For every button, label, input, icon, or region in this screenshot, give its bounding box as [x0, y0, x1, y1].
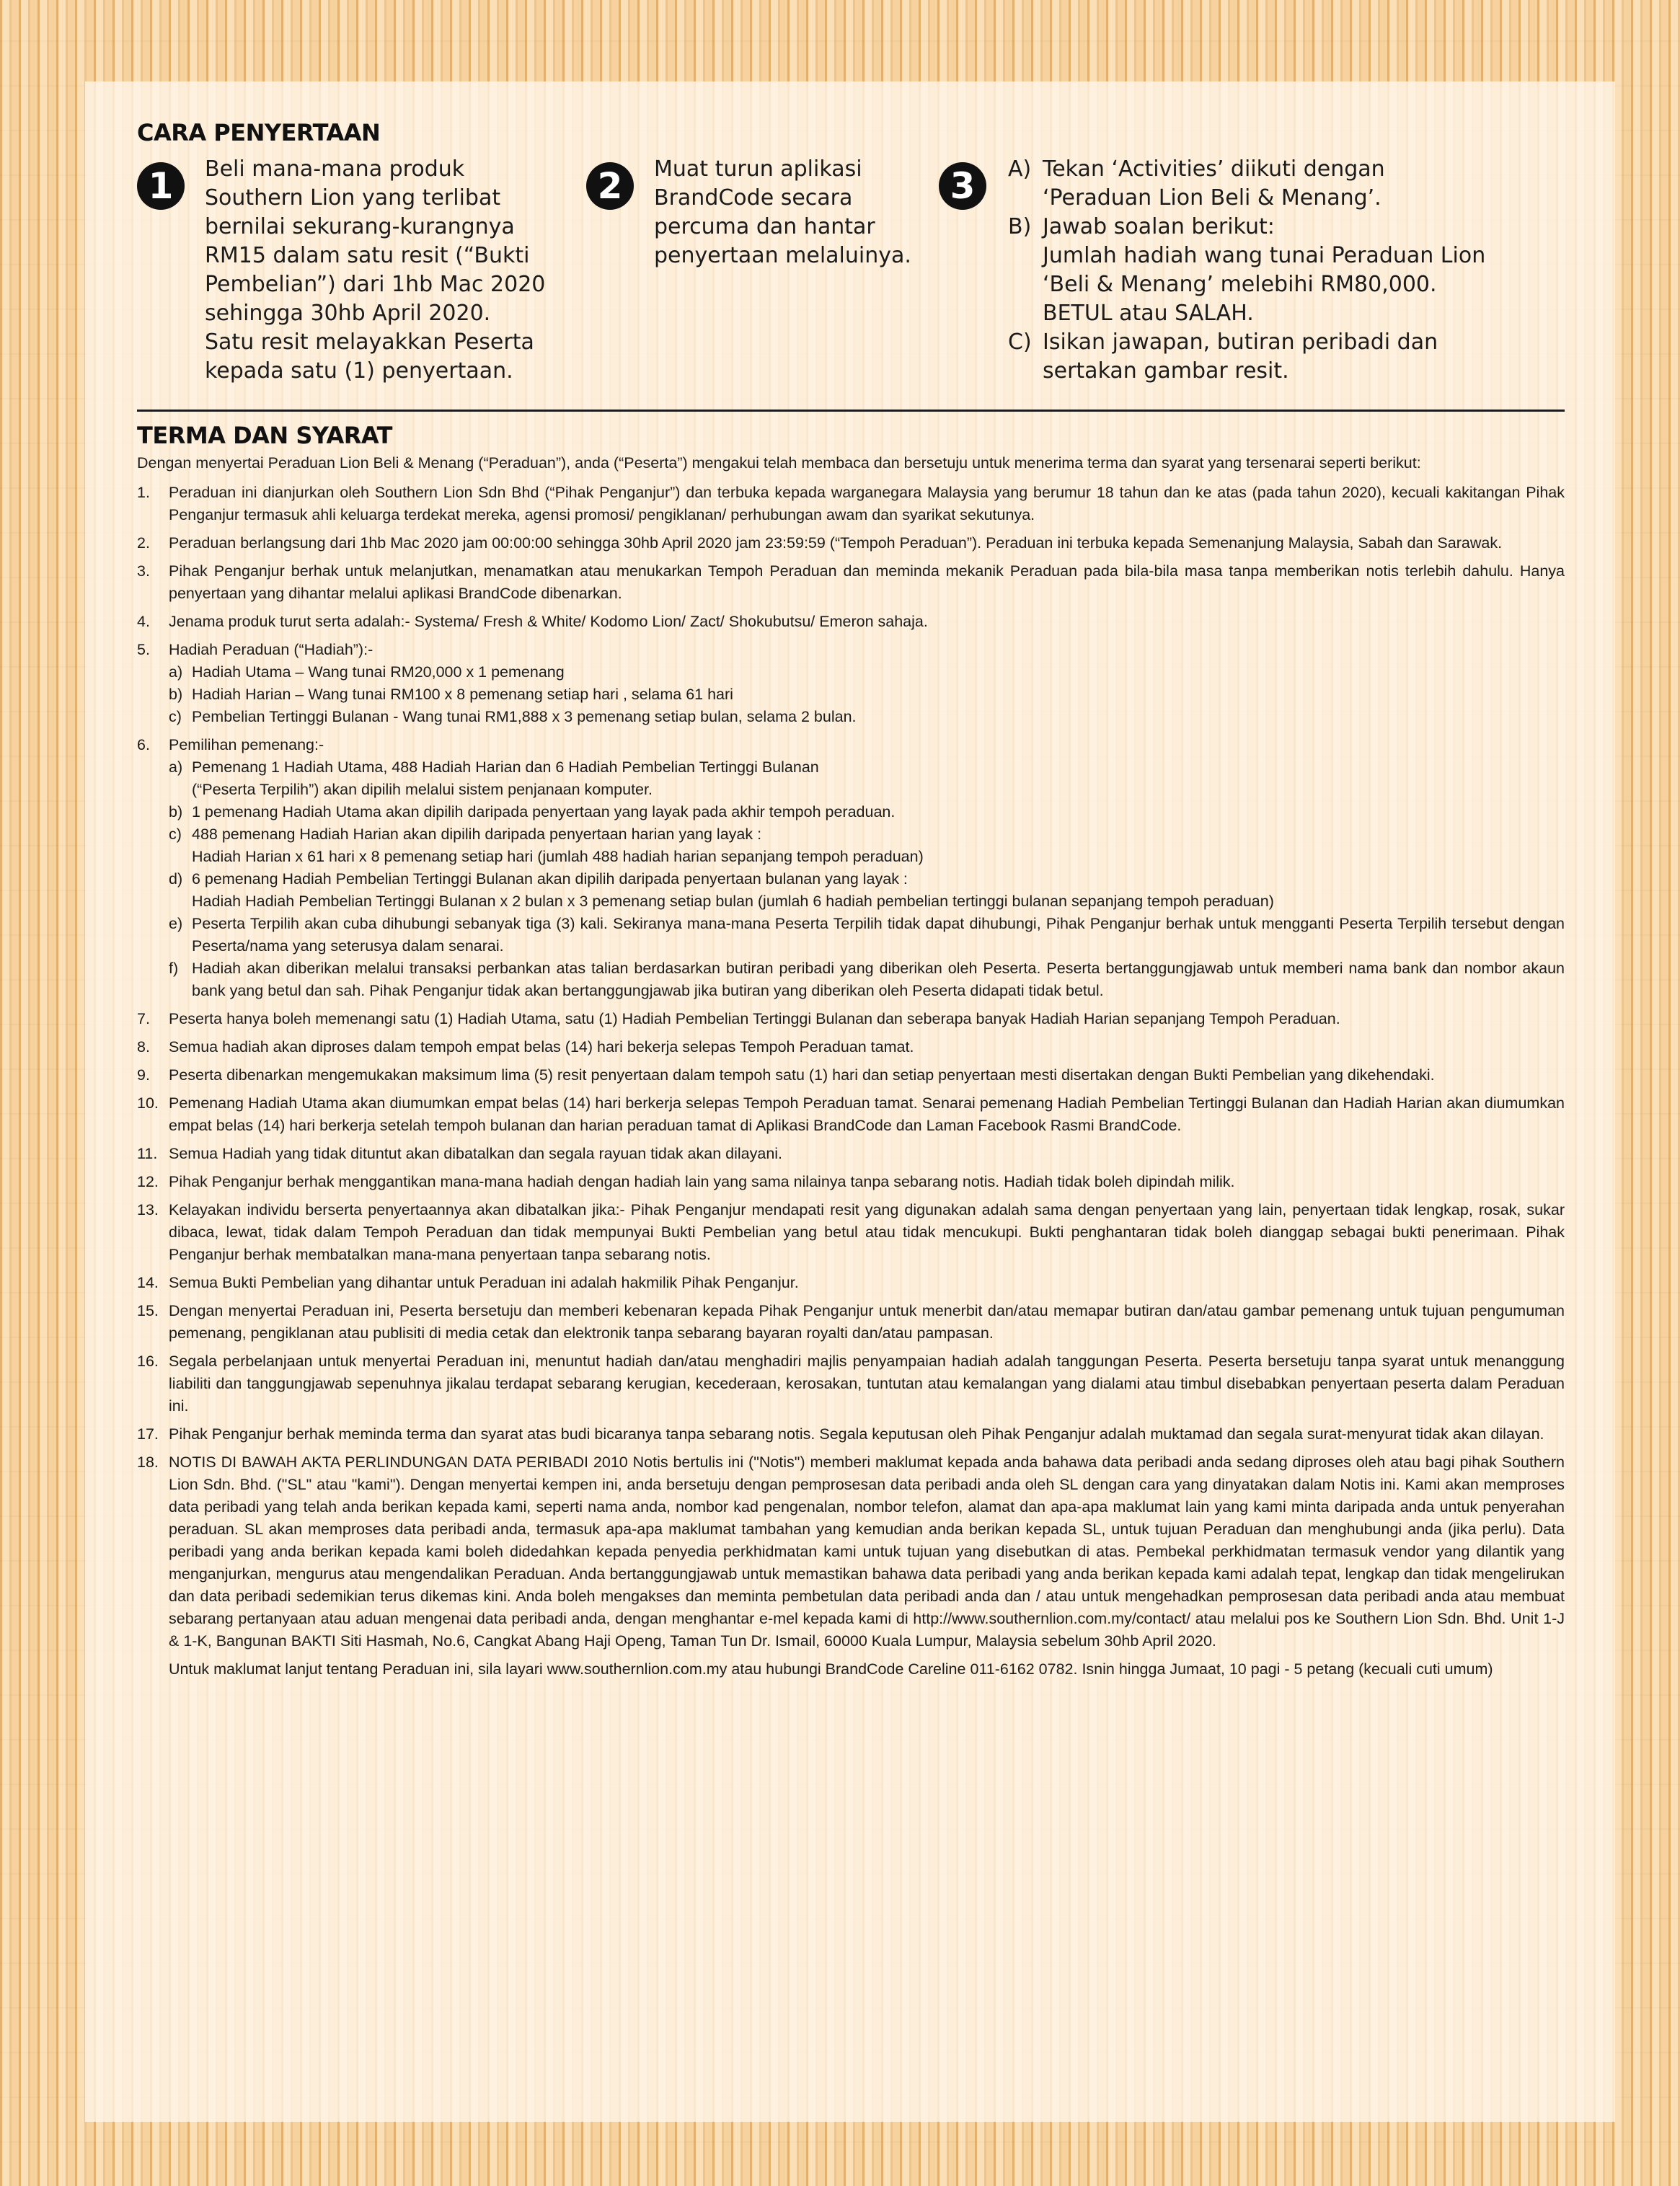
subitem-label: c)	[169, 826, 182, 843]
subitem-text: 6 pemenang Hadiah Pembelian Tertinggi Bulanan akan dipilih daripada penyertaan bulanan yang layak : Hadiah Hadiah Pembelian Tertinggi Bulanan x 2 bulan x 3 pemenang setiap bulan (jumlah 6 hadiah pembelian tertinggi bulanan sepanjang tempoh peraduan)	[192, 870, 1274, 910]
term-text: Semua Bukti Pembelian yang dihantar untuk Peraduan ini adalah hakmilik Pihak Penganjur.	[169, 1274, 799, 1291]
term-number: 13.	[137, 1201, 159, 1218]
prize-subitem	[169, 706, 1565, 728]
term-item-privacy-notice	[137, 1451, 1565, 1652]
term-item	[137, 611, 1565, 633]
section-divider	[137, 410, 1565, 412]
option-text: Jawab soalan berikut:	[1043, 214, 1275, 239]
subitem-text: 488 pemenang Hadiah Harian akan dipilih daripada penyertaan harian yang layak : Hadiah Harian x 61 hari x 8 pemenang setiap hari (jumlah 488 hadiah harian sepanjang tempoh peraduan)	[192, 826, 924, 865]
term-number: 2.	[137, 534, 150, 552]
subitem-label: b)	[169, 686, 183, 703]
term-number: 6.	[137, 736, 150, 753]
content-panel	[85, 81, 1615, 2122]
term-number: 9.	[137, 1066, 150, 1084]
content	[137, 119, 1565, 1681]
step-3-option-a	[1008, 155, 1485, 213]
term-text: Segala perbelanjaan untuk menyertai Peraduan ini, menuntut hadiah dan/atau menghadiri majlis penyampaian hadiah adalah tanggungan Peserta. Peserta bersetuju tanpa syarat untuk menanggung liabiliti dan tanggungjawab sepenuhnya jikalau terdapat sebarang kerugian, kecederaan, kerosakan, tuntutan atau kemalangan yang dialami atau timbul disebabkan penyertaan peserta dalam Peraduan ini.	[169, 1353, 1565, 1415]
term-item	[137, 482, 1565, 526]
subitem-text: Hadiah Harian – Wang tunai RM100 x 8 pemenang setiap hari , selama 61 hari	[192, 686, 733, 703]
term-number: 5.	[137, 641, 150, 658]
term-number: 11.	[137, 1145, 158, 1162]
step-1	[137, 156, 546, 386]
contest-question: Jumlah hadiah wang tunai Peraduan Lion ‘Beli & Menang’ melebihi RM80,000.	[1043, 243, 1486, 297]
term-text: Peserta dibenarkan mengemukakan maksimum lima (5) resit penyertaan dalam tempoh satu (1) hari dan setiap penyertaan mesti disertakan dengan Bukti Pembelian yang dikehendaki.	[169, 1066, 1435, 1084]
subitem-label: e)	[169, 915, 183, 932]
terms-list	[137, 482, 1565, 1681]
subitem-label: a)	[169, 758, 183, 776]
term-body	[169, 734, 1565, 1002]
term-item-prizes	[137, 639, 1565, 728]
selection-subitem	[169, 868, 1565, 913]
step-1-number-badge: 1	[137, 162, 185, 210]
term-text: Semua hadiah akan diproses dalam tempoh empat belas (14) hari bekerja selepas Tempoh Peraduan tamat.	[169, 1038, 914, 1056]
term-item	[137, 1092, 1565, 1137]
term-number: 8.	[137, 1038, 150, 1056]
term-item	[137, 1199, 1565, 1266]
term-text: Peraduan berlangsung dari 1hb Mac 2020 jam 00:00:00 sehingga 30hb April 2020 jam 23:59:59 (“Tempoh Peraduan”). Peraduan ini terbuka kepada Semenanjung Malaysia, Sabah dan Sarawak.	[169, 534, 1503, 552]
step-3	[939, 156, 1486, 386]
term-body	[169, 639, 1565, 728]
term-number: 10.	[137, 1094, 159, 1112]
term-text: Semua Hadiah yang tidak dituntut akan dibatalkan dan segala rayuan tidak akan dilayani.	[169, 1145, 783, 1162]
subitem-text: Hadiah Utama – Wang tunai RM20,000 x 1 pemenang	[192, 663, 565, 681]
selection-subitem	[169, 801, 1565, 823]
selection-subitem	[169, 823, 1565, 868]
subitem-label: c)	[169, 708, 182, 725]
contact-info: Untuk maklumat lanjut tentang Peraduan ini, sila layari www.southernlion.com.my atau hubungi BrandCode Careline 011-6162 0782. Isnin hingga Jumaat, 10 pagi - 5 petang (kecuali cuti umum)	[169, 1660, 1493, 1678]
subitem-text: 1 pemenang Hadiah Utama akan dipilih daripada penyertaan yang layak pada akhir tempoh peraduan.	[192, 803, 896, 820]
term-item	[137, 532, 1565, 554]
term-text: Pemenang Hadiah Utama akan diumumkan empat belas (14) hari berkerja selepas Tempoh Peraduan tamat. Senarai pemenang Hadiah Pembelian Tertinggi Bulanan dan Hadiah Harian akan diumumkan empat belas (14) hari berkerja setelah tempoh bulanan dan harian peraduan tamat di Aplikasi BrandCode dan Laman Facebook Rasmi BrandCode.	[169, 1094, 1565, 1134]
step-3-instructions	[1008, 155, 1485, 386]
term-number: 1.	[137, 484, 150, 501]
term-number: 15.	[137, 1302, 159, 1319]
option-label: C)	[1008, 329, 1032, 355]
term-text: Hadiah Peraduan (“Hadiah”):-	[169, 641, 373, 658]
term-number: 18.	[137, 1453, 159, 1471]
term-text: NOTIS DI BAWAH AKTA PERLINDUNGAN DATA PERIBADI 2010 Notis bertulis ini ("Notis") memberi maklumat kepada anda bahawa data peribadi anda sedang diproses oleh atau bagi pihak Southern Lion Sdn. Bhd. ("SL" atau "kami"). Dengan menyertai kempen ini, anda bersetuju dengan pemprosesan data peribadi anda oleh SL dengan cara yang dinyatakan dalam Notis ini. Kami akan memproses data peribadi yang telah anda berikan kepada kami, seperti nama anda, nombor kad pengenalan, nombor telefon, alamat dan apa-apa maklumat lain yang kami minta daripada anda untuk penyerahan peraduan. SL akan memproses data peribadi anda, termasuk apa-apa maklumat tambahan yang kemudian anda berikan kepada SL, untuk tujuan Peraduan dan menghubungi anda (jika perlu). Data peribadi yang anda berikan kepada kami boleh didedahkan kepada penyedia perkhidmatan kami untuk tujuan yang disebutkan di atas. Pembekal perkhidmatan termasuk vendor yang dilantik yang menganjurkan, mengurus atau mengendalikan Peraduan. Anda bertanggungjawab untuk memastikan bahawa data peribadi yang anda berikan kepada kami adalah tepat, lengkap dan tidak mengelirukan dan data peribadi sedemikian terus dikemas kini. Anda boleh mengakses dan meminta pembetulan data peribadi anda dan / atau untuk mengehadkan pemprosesan data peribadi anda atau membuat sebarang pertanyaan atau aduan mengenai data peribadi anda, dengan menghantar e-mel kepada kami di http://www.southernlion.com.my/contact/ atau melalui pos ke Southern Lion Sdn. Bhd. Unit 1-J & 1-K, Bangunan BAKTI Siti Hasmah, No.6, Cangkat Abang Haji Openg, Taman Tun Dr. Ismail, 60000 Kuala Lumpur, Malaysia sebelum 30hb April 2020.	[169, 1453, 1565, 1650]
term-item	[137, 1272, 1565, 1294]
step-2	[586, 156, 911, 270]
term-item	[137, 1064, 1565, 1087]
term-item	[137, 1423, 1565, 1446]
term-item	[137, 560, 1565, 605]
term-text: Dengan menyertai Peraduan ini, Peserta bersetuju dan memberi kebenaran kepada Pihak Penganjur untuk menerbit dan/atau memapar butiran dan/atau gambar pemenang untuk tujuan pengumuman pemenang, pengiklanan atau publisiti di media cetak dan elektronik tanpa sebarang bayaran royalti dan/atau pampasan.	[169, 1302, 1565, 1342]
term-item	[137, 1171, 1565, 1193]
term-item	[137, 1350, 1565, 1417]
prize-subitem	[169, 683, 1565, 706]
step-2-text: Muat turun aplikasi BrandCode secara percuma dan hantar penyertaan melaluinya.	[654, 156, 911, 268]
option-text: Tekan ‘Activities’ diikuti dengan ‘Peraduan Lion Beli & Menang’.	[1043, 156, 1385, 211]
subitem-text: Hadiah akan diberikan melalui transaksi perbankan atas talian berdasarkan butiran peribadi yang diberikan oleh Peserta. Peserta bertanggungjawab untuk memberi nama bank dan nombor akaun bank yang betul dan sah. Pihak Penganjur tidak akan bertanggungjawab jika butiran yang diberikan oleh Peserta didapati tidak betul.	[192, 960, 1565, 999]
term-text: Pemilihan pemenang:-	[169, 736, 324, 753]
selection-subitem	[169, 957, 1565, 1002]
term-text: Jenama produk turut serta adalah:- Systema/ Fresh & White/ Kodomo Lion/ Zact/ Shokubutsu/ Emeron sahaja.	[169, 613, 928, 630]
term-text: Pihak Penganjur berhak untuk melanjutkan, menamatkan atau menukarkan Tempoh Peraduan dan meminda mekanik Peraduan pada bila-bila masa tanpa memberikan notis terlebih dahulu. Hanya penyertaan yang dihantar melalui aplikasi BrandCode dibenarkan.	[169, 562, 1565, 602]
subitem-label: b)	[169, 803, 183, 820]
term-number: 4.	[137, 613, 150, 630]
option-label: B)	[1008, 214, 1032, 239]
subitem-label: f)	[169, 960, 179, 977]
term-number: 17.	[137, 1425, 159, 1443]
term-text: Peraduan ini dianjurkan oleh Southern Lion Sdn Bhd (“Pihak Penganjur”) dan terbuka kepada warganegara Malaysia yang berumur 18 tahun dan ke atas (pada tahun 2020), kecuali kakitangan Pihak Penganjur termasuk ahli keluarga terdekat mereka, agensi promosi/ pengiklanan/ perhubungan awam dan syarikat sekutunya.	[169, 484, 1565, 523]
term-text: Pihak Penganjur berhak menggantikan mana-mana hadiah dengan hadiah lain yang sama nilainya tanpa sebarang notis. Hadiah tidak boleh dipindah milik.	[169, 1173, 1235, 1190]
terms-section-title: TERMA DAN SYARAT	[137, 422, 392, 449]
option-label: A)	[1008, 156, 1032, 182]
terms-intro: Dengan menyertai Peraduan Lion Beli & Menang (“Peraduan”), anda (“Peserta”) mengakui telah membaca dan bersetuju untuk menerima terma dan syarat yang tersenarai seperti berikut:	[137, 454, 1421, 472]
term-item	[137, 1143, 1565, 1165]
term-text: Pihak Penganjur berhak meminda terma dan syarat atas budi bicaranya tanpa sebarang notis. Segala keputusan oleh Pihak Penganjur adalah muktamad dan segala surat-menyurat tidak akan dilayan.	[169, 1425, 1544, 1443]
term-number: 14.	[137, 1274, 159, 1291]
step-1-text: Beli mana-mana produk Southern Lion yang terlibat bernilai sekurang-kurangnya RM15 dalam satu resit (“Bukti Pembelian”) dari 1hb Mac 2020 sehingga 30hb April 2020. Satu resit melayakkan Peserta kepada satu (1) penyertaan.	[205, 156, 546, 384]
step-3-option-c	[1008, 328, 1485, 386]
term-item	[137, 1300, 1565, 1345]
selection-subitem	[169, 913, 1565, 957]
subitem-text: Peserta Terpilih akan cuba dihubungi sebanyak tiga (3) kali. Sekiranya mana-mana Peserta Terpilih tidak dapat dihubungi, Pihak Penganjur berhak untuk mengganti Peserta Terpilih tersebut dengan Peserta/nama yang seterusya dalam senarai.	[192, 915, 1565, 955]
term-number: 7.	[137, 1010, 150, 1027]
term-item-selection	[137, 734, 1565, 1002]
term-number: 12.	[137, 1173, 159, 1190]
term-number: 3.	[137, 562, 150, 580]
subitem-text: Pemenang 1 Hadiah Utama, 488 Hadiah Harian dan 6 Hadiah Pembelian Tertinggi Bulanan (“Peserta Terpilih”) akan dipilih melalui sistem penjanaan komputer.	[192, 758, 819, 798]
selection-subitem	[169, 756, 1565, 801]
step-2-number-badge: 2	[586, 162, 634, 210]
contest-answer-choices: BETUL atau SALAH.	[1043, 301, 1254, 326]
entry-section-title: CARA PENYERTAAN	[137, 119, 381, 146]
subitem-label: d)	[169, 870, 183, 888]
step-3-number-badge: 3	[939, 162, 986, 210]
subitem-label: a)	[169, 663, 183, 681]
subitem-text: Pembelian Tertinggi Bulanan - Wang tunai RM1,888 x 3 pemenang setiap bulan, selama 2 bulan.	[192, 708, 857, 725]
option-text: Isikan jawapan, butiran peribadi dan sertakan gambar resit.	[1043, 329, 1438, 384]
step-3-option-b	[1008, 213, 1485, 242]
term-number: 16.	[137, 1353, 159, 1370]
term-text: Kelayakan individu berserta penyertaannya akan dibatalkan jika:- Pihak Penganjur mendapati resit yang digunakan adalah sama dengan penyertaan yang lain, penyertaan tidak lengkap, rosak, sukar dibaca, lewat, tidak dalam Tempoh Peraduan dan tidak mempunyai Bukti Pembelian yang betul atau tidak mencukupi. Bukti penghantaran tidak boleh dianggap sebagai bukti penerimaan. Pihak Penganjur berhak membatalkan mana-mana penyertaan tanpa sebarang notis.	[169, 1201, 1565, 1263]
term-item	[137, 1036, 1565, 1058]
term-text: Peserta hanya boleh memenangi satu (1) Hadiah Utama, satu (1) Hadiah Pembelian Tertinggi Bulanan dan seberapa banyak Hadiah Harian sepanjang Tempoh Peraduan.	[169, 1010, 1340, 1027]
term-item	[137, 1008, 1565, 1030]
entry-steps	[137, 154, 1565, 410]
prize-subitem	[169, 661, 1565, 683]
